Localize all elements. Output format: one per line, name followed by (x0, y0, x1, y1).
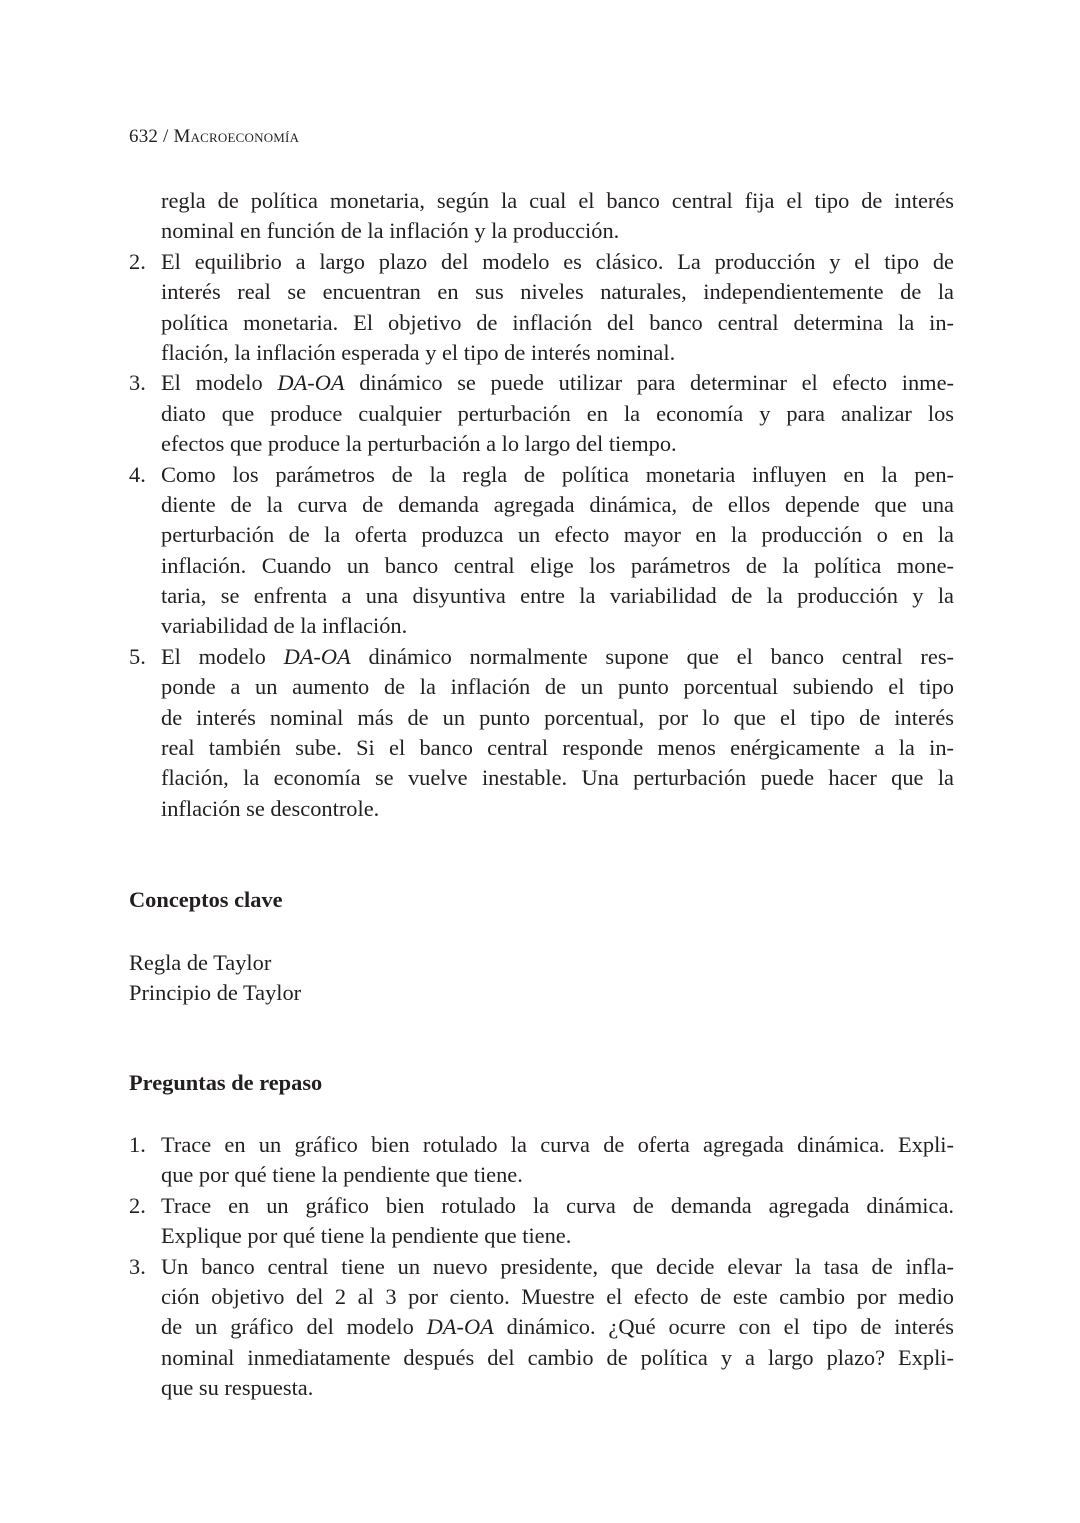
text-line: que por qué tiene la pendiente que tiene. (161, 1162, 523, 1188)
text-line: inflación se descontrole. (161, 795, 380, 821)
text-line: de un gráfico del modelo DA-OA dinámico. ¿Qué ocurre con el tipo de interés (161, 1314, 954, 1340)
review-questions-list (129, 1130, 954, 1404)
summary-item (129, 368, 954, 459)
running-head-separator: / (158, 126, 174, 147)
text-line: de interés nominal más de un punto porcentual, por lo que el tipo de interés (161, 704, 954, 730)
list-number: 4. (129, 461, 146, 487)
text-line: flación, la inflación esperada y el tipo de interés nominal. (161, 339, 676, 365)
text-line: que su respuesta. (161, 1375, 314, 1401)
list-number: 2. (129, 248, 146, 274)
review-question-item (129, 1130, 954, 1191)
summary-item-continuation (129, 186, 954, 247)
text-line: inflación. Cuando un banco central elige los parámetros de la política mone- (161, 552, 954, 578)
model-name-italic: DA-OA (426, 1314, 494, 1340)
key-concept-item (129, 978, 954, 1008)
review-question-item (129, 1191, 954, 1252)
list-number: 1. (129, 1132, 146, 1157)
text-line: política monetaria. El objetivo de inflación del banco central determina la in- (161, 309, 954, 335)
text-line: Trace en un gráfico bien rotulado la curva de demanda agregada dinámica. (161, 1192, 954, 1218)
text-line: diato que produce cualquier perturbación en la economía y para analizar los (161, 400, 954, 426)
review-question-item (129, 1252, 954, 1404)
text-line: nominal inmediatamente después del cambio de política y a largo plazo? Expli- (161, 1344, 954, 1370)
text-line: El equilibrio a largo plazo del modelo es clásico. La producción y el tipo de (161, 248, 954, 274)
text-line: perturbación de la oferta produzca un efecto mayor en la producción o en la (161, 522, 954, 548)
text-line: interés real se encuentran en sus niveles naturales, independientemente de la (161, 279, 954, 305)
review-questions-heading: Preguntas de repaso (129, 1070, 323, 1095)
list-number: 3. (129, 370, 146, 396)
text-line: Trace en un gráfico bien rotulado la curva de oferta agregada dinámica. Expli- (161, 1132, 954, 1157)
text-line: Regla de Taylor (129, 950, 272, 975)
summary-item (129, 642, 954, 824)
text-line: variabilidad de la inflación. (161, 613, 408, 639)
key-concept-item (129, 948, 954, 978)
text-line: nominal en función de la inflación y la producción. (161, 218, 620, 244)
text-line: Principio de Taylor (129, 980, 302, 1006)
key-concepts-heading: Conceptos clave (129, 887, 283, 912)
book-title: Macroeconomía (173, 126, 300, 147)
text-line: efectos que produce la perturbación a lo largo del tiempo. (161, 431, 677, 457)
text-line: taria, se enfrenta a una disyuntiva entre la variabilidad de la producción y la (161, 583, 954, 609)
summary-list (129, 186, 954, 824)
list-number: 5. (129, 643, 146, 669)
list-number: 2. (129, 1192, 146, 1218)
text-line: Explique por qué tiene la pendiente que tiene. (161, 1223, 572, 1249)
text-line: Un banco central tiene un nuevo presidente, que decide elevar la tasa de infla- (161, 1253, 954, 1279)
text-line: diente de la curva de demanda agregada dinámica, de ellos depende que una (161, 491, 954, 517)
text-line: El modelo DA-OA dinámico se puede utilizar para determinar el efecto inme- (161, 370, 954, 396)
model-name-italic: DA-OA (277, 370, 345, 396)
text-line: El modelo DA-OA dinámico normalmente supone que el banco central res- (161, 643, 954, 669)
text-line: flación, la economía se vuelve inestable. Una perturbación puede hacer que la (161, 765, 954, 791)
running-head (129, 126, 299, 148)
text-line: Como los parámetros de la regla de política monetaria influyen en la pen- (161, 461, 954, 487)
list-number: 3. (129, 1253, 146, 1279)
summary-item (129, 460, 954, 642)
page-number: 632 (129, 126, 159, 147)
key-concepts-list (129, 948, 954, 1009)
text-line: real también sube. Si el banco central responde menos enérgicamente a la in- (161, 735, 954, 761)
summary-item (129, 247, 954, 369)
text-line: ponde a un aumento de la inflación de un punto porcentual subiendo el tipo (161, 674, 954, 700)
text-line: regla de política monetaria, según la cual el banco central fija el tipo de interés (161, 188, 954, 213)
text-line: ción objetivo del 2 al 3 por ciento. Muestre el efecto de este cambio por medio (161, 1283, 954, 1309)
model-name-italic: DA-OA (283, 643, 351, 669)
